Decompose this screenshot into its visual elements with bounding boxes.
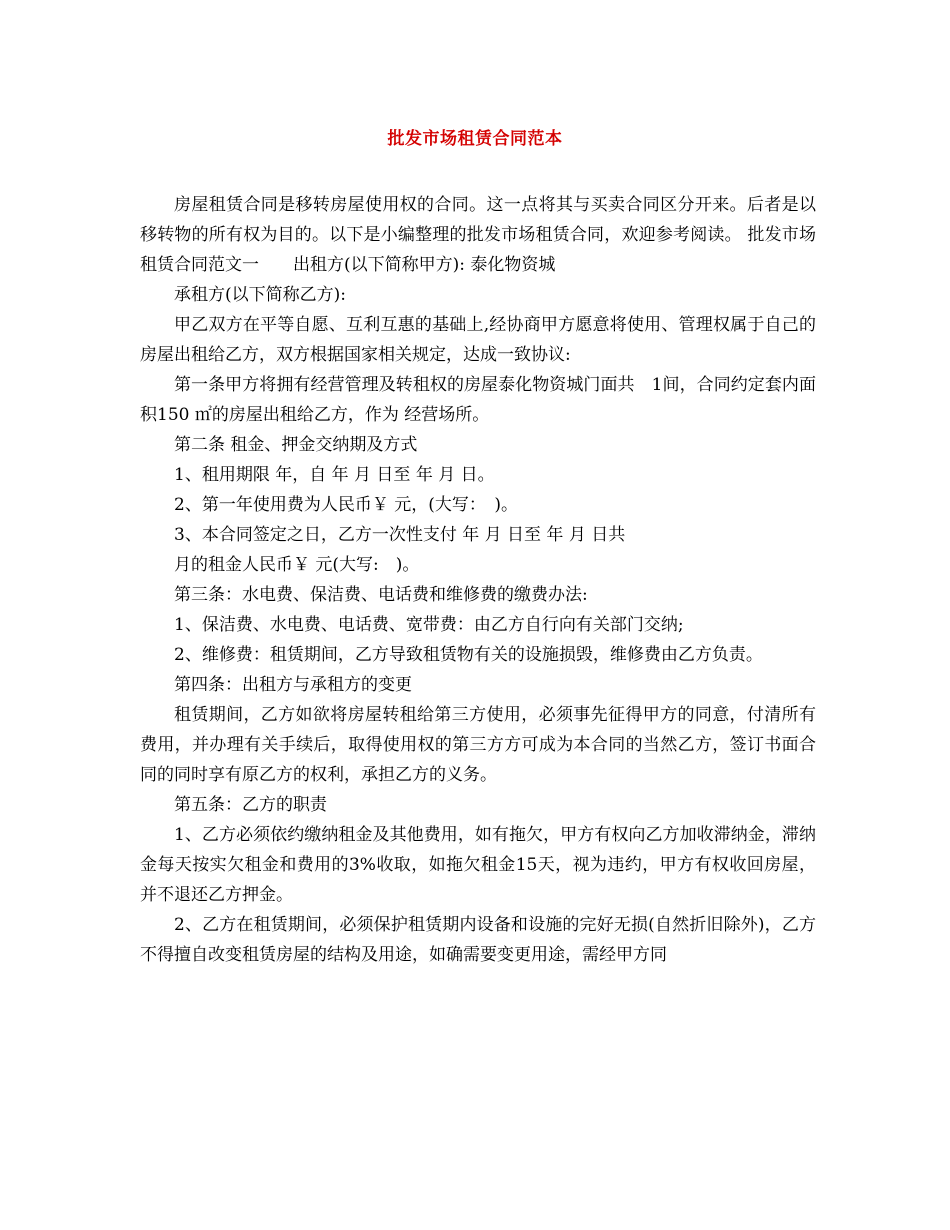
paragraph-intro: 房屋租赁合同是移转房屋使用权的合同。这一点将其与买卖合同区分开来。后者是以移转物的所有权为目的。以下是小编整理的批发市场租赁合同，欢迎参考阅读。 批发市场租赁合同范文一 出租方(以下简称甲方): 泰化物资城 [140,195,816,275]
paragraph-agreement: 甲乙双方在平等自愿、互利互惠的基础上,经协商甲方愿意将使用、管理权属于自己的房屋出租给乙方，双方根据国家相关规定，达成一致协议: [140,315,816,365]
paragraph-article-2-item-2: 2、第一年使用费为人民币￥ 元，(大写： )。 [174,495,518,515]
paragraph-article-4-heading: 第四条：出租方与承租方的变更 [174,675,412,695]
paragraph-article-1: 第一条甲方将拥有经营管理及转租权的房屋泰化物资城门面共 1间，合同约定套内面积150 ㎡的房屋出租给乙方，作为 经营场所。 [140,375,816,425]
paragraph-article-3-item-2: 2、维修费：租赁期间，乙方导致租赁物有关的设施损毁，维修费由乙方负责。 [174,645,763,665]
paragraph-article-2-item-3-cont: 月的租金人民币￥ 元(大写: )。 [174,555,420,575]
paragraph-article-3-item-1: 1、保洁费、水电费、电话费、宽带费：由乙方自行向有关部门交纳; [174,615,684,635]
paragraph-article-2-heading: 第二条 租金、押金交纳期及方式 [174,435,418,455]
paragraph-article-5-item-2: 2、乙方在租赁期间，必须保护租赁期内设备和设施的完好无损(自然折旧除外)，乙方不得擅自改变租赁房屋的结构及用途，如确需要变更用途，需经甲方同 [140,915,816,965]
document-title: 批发市场租赁合同范本 [387,129,563,149]
paragraph-article-2-item-3: 3、本合同签定之日，乙方一次性支付 年 月 日至 年 月 日共 [174,525,626,545]
document-body [140,190,816,970]
paragraph-article-4-body: 租赁期间，乙方如欲将房屋转租给第三方使用，必须事先征得甲方的同意，付清所有费用，并办理有关手续后，取得使用权的第三方方可成为本合同的当然乙方，签订书面合同的同时享有原乙方的权利，承担乙方的义务。 [140,705,816,785]
paragraph-lessee: 承租方(以下简称乙方): [174,285,346,305]
paragraph-article-2-item-1: 1、租用期限 年，自 年 月 日至 年 月 日。 [174,465,495,485]
paragraph-article-5-item-1: 1、乙方必须依约缴纳租金及其他费用，如有拖欠，甲方有权向乙方加收滞纳金，滞纳金每天按实欠租金和费用的3%收取，如拖欠租金15天，视为违约，甲方有权收回房屋，并不退还乙方押金。 [140,825,816,905]
paragraph-article-3-heading: 第三条：水电费、保洁费、电话费和维修费的缴费办法: [174,585,588,605]
paragraph-article-5-heading: 第五条：乙方的职责 [174,795,327,815]
